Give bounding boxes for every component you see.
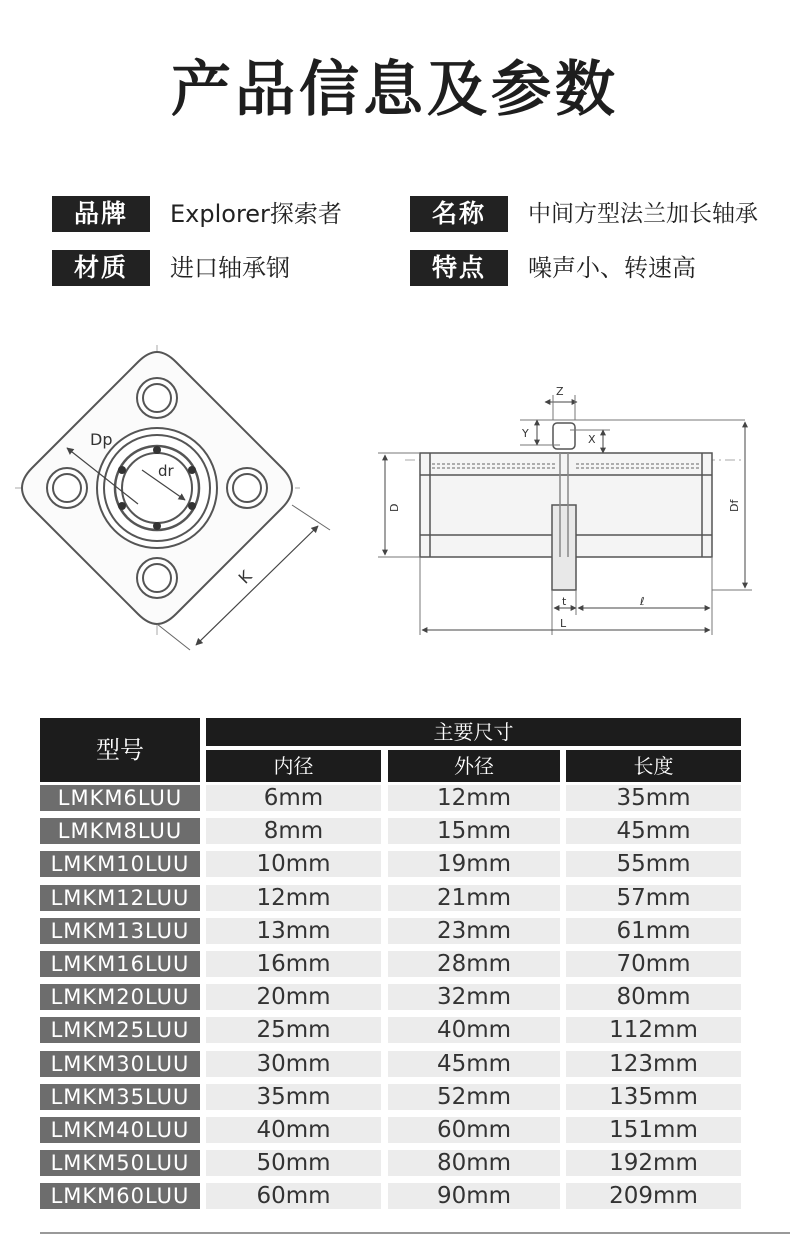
label-l-small: ℓ [640, 595, 645, 608]
outer-diameter-cell: 12mm [388, 785, 560, 811]
model-cell: LMKM6LUU [40, 785, 200, 811]
label-y: Y [522, 427, 529, 440]
outer-diameter-cell: 21mm [388, 885, 560, 911]
model-cell: LMKM50LUU [40, 1150, 200, 1176]
technical-drawing [0, 340, 790, 670]
inner-diameter-cell: 10mm [206, 851, 381, 877]
length-cell: 57mm [566, 885, 741, 911]
inner-diameter-cell: 30mm [206, 1051, 381, 1077]
length-cell: 192mm [566, 1150, 741, 1176]
outer-diameter-cell: 90mm [388, 1183, 560, 1209]
outer-diameter-cell: 45mm [388, 1051, 560, 1077]
label-k: K [234, 566, 256, 588]
model-cell: LMKM20LUU [40, 984, 200, 1010]
outer-diameter-cell: 32mm [388, 984, 560, 1010]
label-x: X [588, 433, 596, 446]
outer-diameter-cell: 60mm [388, 1117, 560, 1143]
header-main-dimensions: 主要尺寸 [206, 718, 741, 746]
inner-diameter-cell: 40mm [206, 1117, 381, 1143]
inner-diameter-cell: 13mm [206, 918, 381, 944]
inner-diameter-cell: 8mm [206, 818, 381, 844]
model-cell: LMKM8LUU [40, 818, 200, 844]
inner-diameter-cell: 25mm [206, 1017, 381, 1043]
outer-diameter-cell: 19mm [388, 851, 560, 877]
inner-diameter-cell: 60mm [206, 1183, 381, 1209]
length-cell: 55mm [566, 851, 741, 877]
label-dr: dr [158, 462, 174, 480]
material-value: 进口轴承钢 [170, 254, 290, 282]
name-value: 中间方型法兰加长轴承 [528, 201, 758, 227]
outer-diameter-cell: 40mm [388, 1017, 560, 1043]
outer-diameter-cell: 28mm [388, 951, 560, 977]
page-title: 产品信息及参数 [171, 55, 619, 125]
inner-diameter-cell: 20mm [206, 984, 381, 1010]
inner-diameter-cell: 6mm [206, 785, 381, 811]
outer-diameter-cell: 52mm [388, 1084, 560, 1110]
model-cell: LMKM10LUU [40, 851, 200, 877]
model-cell: LMKM12LUU [40, 885, 200, 911]
length-cell: 135mm [566, 1084, 741, 1110]
header-outer: 外径 [388, 750, 560, 782]
inner-diameter-cell: 50mm [206, 1150, 381, 1176]
length-cell: 80mm [566, 984, 741, 1010]
header-length: 长度 [566, 750, 741, 782]
label-t: t [562, 595, 567, 608]
name-label: 名称 [410, 196, 508, 232]
outer-diameter-cell: 15mm [388, 818, 560, 844]
length-cell: 151mm [566, 1117, 741, 1143]
model-cell: LMKM30LUU [40, 1051, 200, 1077]
bottom-divider [40, 1232, 790, 1234]
length-cell: 123mm [566, 1051, 741, 1077]
brand-value: Explorer探索者 [170, 200, 342, 228]
front-view [15, 345, 330, 650]
length-cell: 45mm [566, 818, 741, 844]
label-df: Df [728, 499, 741, 512]
outer-diameter-cell: 23mm [388, 918, 560, 944]
feature-label: 特点 [410, 250, 508, 286]
feature-value: 噪声小、转速高 [528, 254, 696, 282]
label-z: Z [556, 385, 564, 398]
outer-diameter-cell: 80mm [388, 1150, 560, 1176]
inner-diameter-cell: 16mm [206, 951, 381, 977]
length-cell: 112mm [566, 1017, 741, 1043]
length-cell: 61mm [566, 918, 741, 944]
model-cell: LMKM35LUU [40, 1084, 200, 1110]
label-d: D [388, 503, 401, 512]
model-cell: LMKM60LUU [40, 1183, 200, 1209]
model-cell: LMKM13LUU [40, 918, 200, 944]
model-cell: LMKM40LUU [40, 1117, 200, 1143]
material-label: 材质 [52, 250, 150, 286]
inner-diameter-cell: 35mm [206, 1084, 381, 1110]
model-cell: LMKM16LUU [40, 951, 200, 977]
header-model: 型号 [40, 718, 200, 782]
length-cell: 35mm [566, 785, 741, 811]
header-inner: 内径 [206, 750, 381, 782]
length-cell: 70mm [566, 951, 741, 977]
length-cell: 209mm [566, 1183, 741, 1209]
label-l: L [560, 617, 567, 630]
label-dp: Dp [90, 430, 113, 449]
brand-label: 品牌 [52, 196, 150, 232]
inner-diameter-cell: 12mm [206, 885, 381, 911]
model-cell: LMKM25LUU [40, 1017, 200, 1043]
